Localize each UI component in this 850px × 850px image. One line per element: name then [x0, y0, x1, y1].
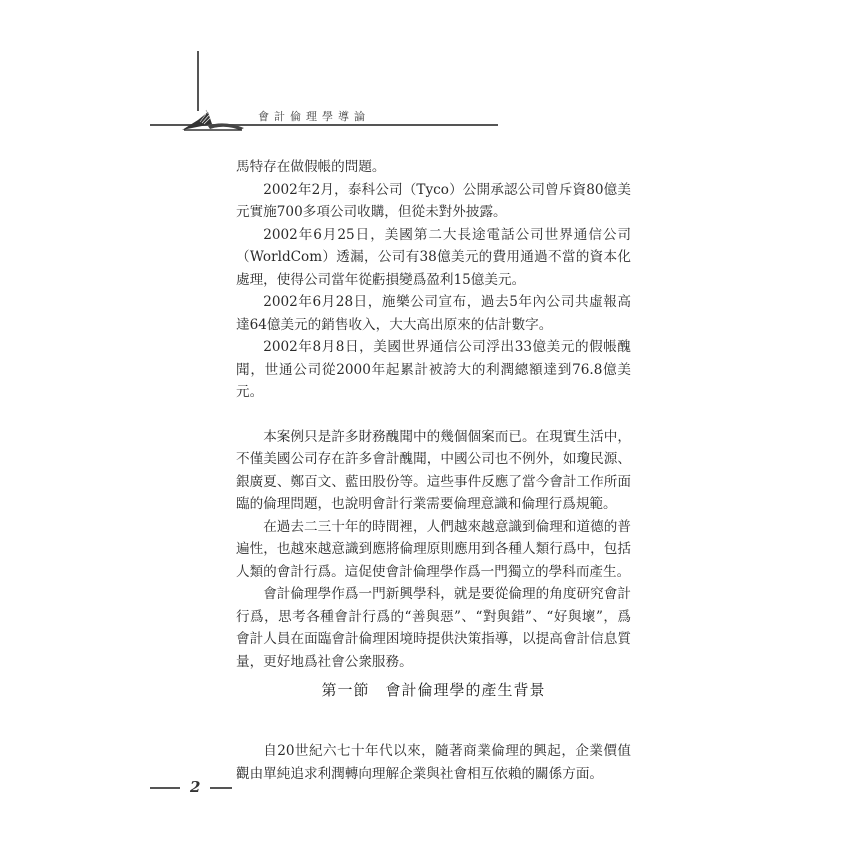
paragraph: 2002年6月28日，施樂公司宣布，過去5年內公司共虛報高達64億美元的銷售收入，大大高出原來的估計數字。	[236, 294, 631, 333]
paragraph: 會計倫理學作爲一門新興學科，就是要從倫理的角度研究會計行爲，思考各種會計行爲的“善與惡”、“對與錯”、“好與壞”，爲會計人員在面臨會計倫理困境時提供決策指導，以提高會計信息質量，更好地爲社會公衆服務。	[236, 586, 631, 670]
paragraph: 馬特存在做假帳的問題。	[236, 159, 386, 175]
paragraph: 自20世紀六七十年代以來，隨著商業倫理的興起，企業價值觀由單純追求利潤轉向理解企業與社會相互依賴的關係方面。	[236, 743, 631, 782]
section-title: 第一節 會計倫理學的產生背景	[321, 681, 546, 699]
paragraph: 2002年6月25日，美國第二大長途電話公司世界通信公司（WorldCom）透漏，公司有38億美元的費用通過不當的資本化處理，使得公司當年從虧損變爲盈利15億美元。	[236, 226, 631, 288]
paragraph: 在過去二三十年的時間裡，人們越來越意識到倫理和道德的普遍性，也越來越意識到應將倫理原則應用到各種人類行爲中，包括人類的會計行爲。這促使會計倫理學作爲一門獨立的學科而產生。	[236, 518, 631, 580]
folio-dash-right	[210, 787, 232, 788]
open-book-icon	[178, 108, 248, 132]
body-text	[236, 156, 631, 673]
folio-dash-left	[150, 787, 180, 788]
page-number	[150, 778, 232, 796]
section-body	[236, 740, 631, 785]
paragraph: 本案例只是許多財務醜聞中的幾個個案而已。在現實生活中，不僅美國公司存在許多會計醜聞，中國公司也不例外，如瓊民源、銀廣夏、鄭百文、藍田股份等。這些事件反應了當今會計工作所面臨的倫理問題，也說明會計行業需要倫理意識和倫理行爲規範。	[236, 428, 631, 512]
paragraph: 2002年8月8日，美國世界通信公司浮出33億美元的假帳醜聞，世通公司從2000年起累計被誇大的利潤總額達到76.8億美元。	[236, 339, 631, 400]
paragraph: 2002年2月，泰科公司（Tyco）公開承認公司曾斥資80億美元實施700多項公司收購，但從未對外披露。	[236, 181, 631, 220]
running-title: 會計倫理學導論	[258, 110, 370, 123]
page-number-text: 2	[190, 778, 201, 796]
header-vertical-rule	[197, 51, 199, 111]
